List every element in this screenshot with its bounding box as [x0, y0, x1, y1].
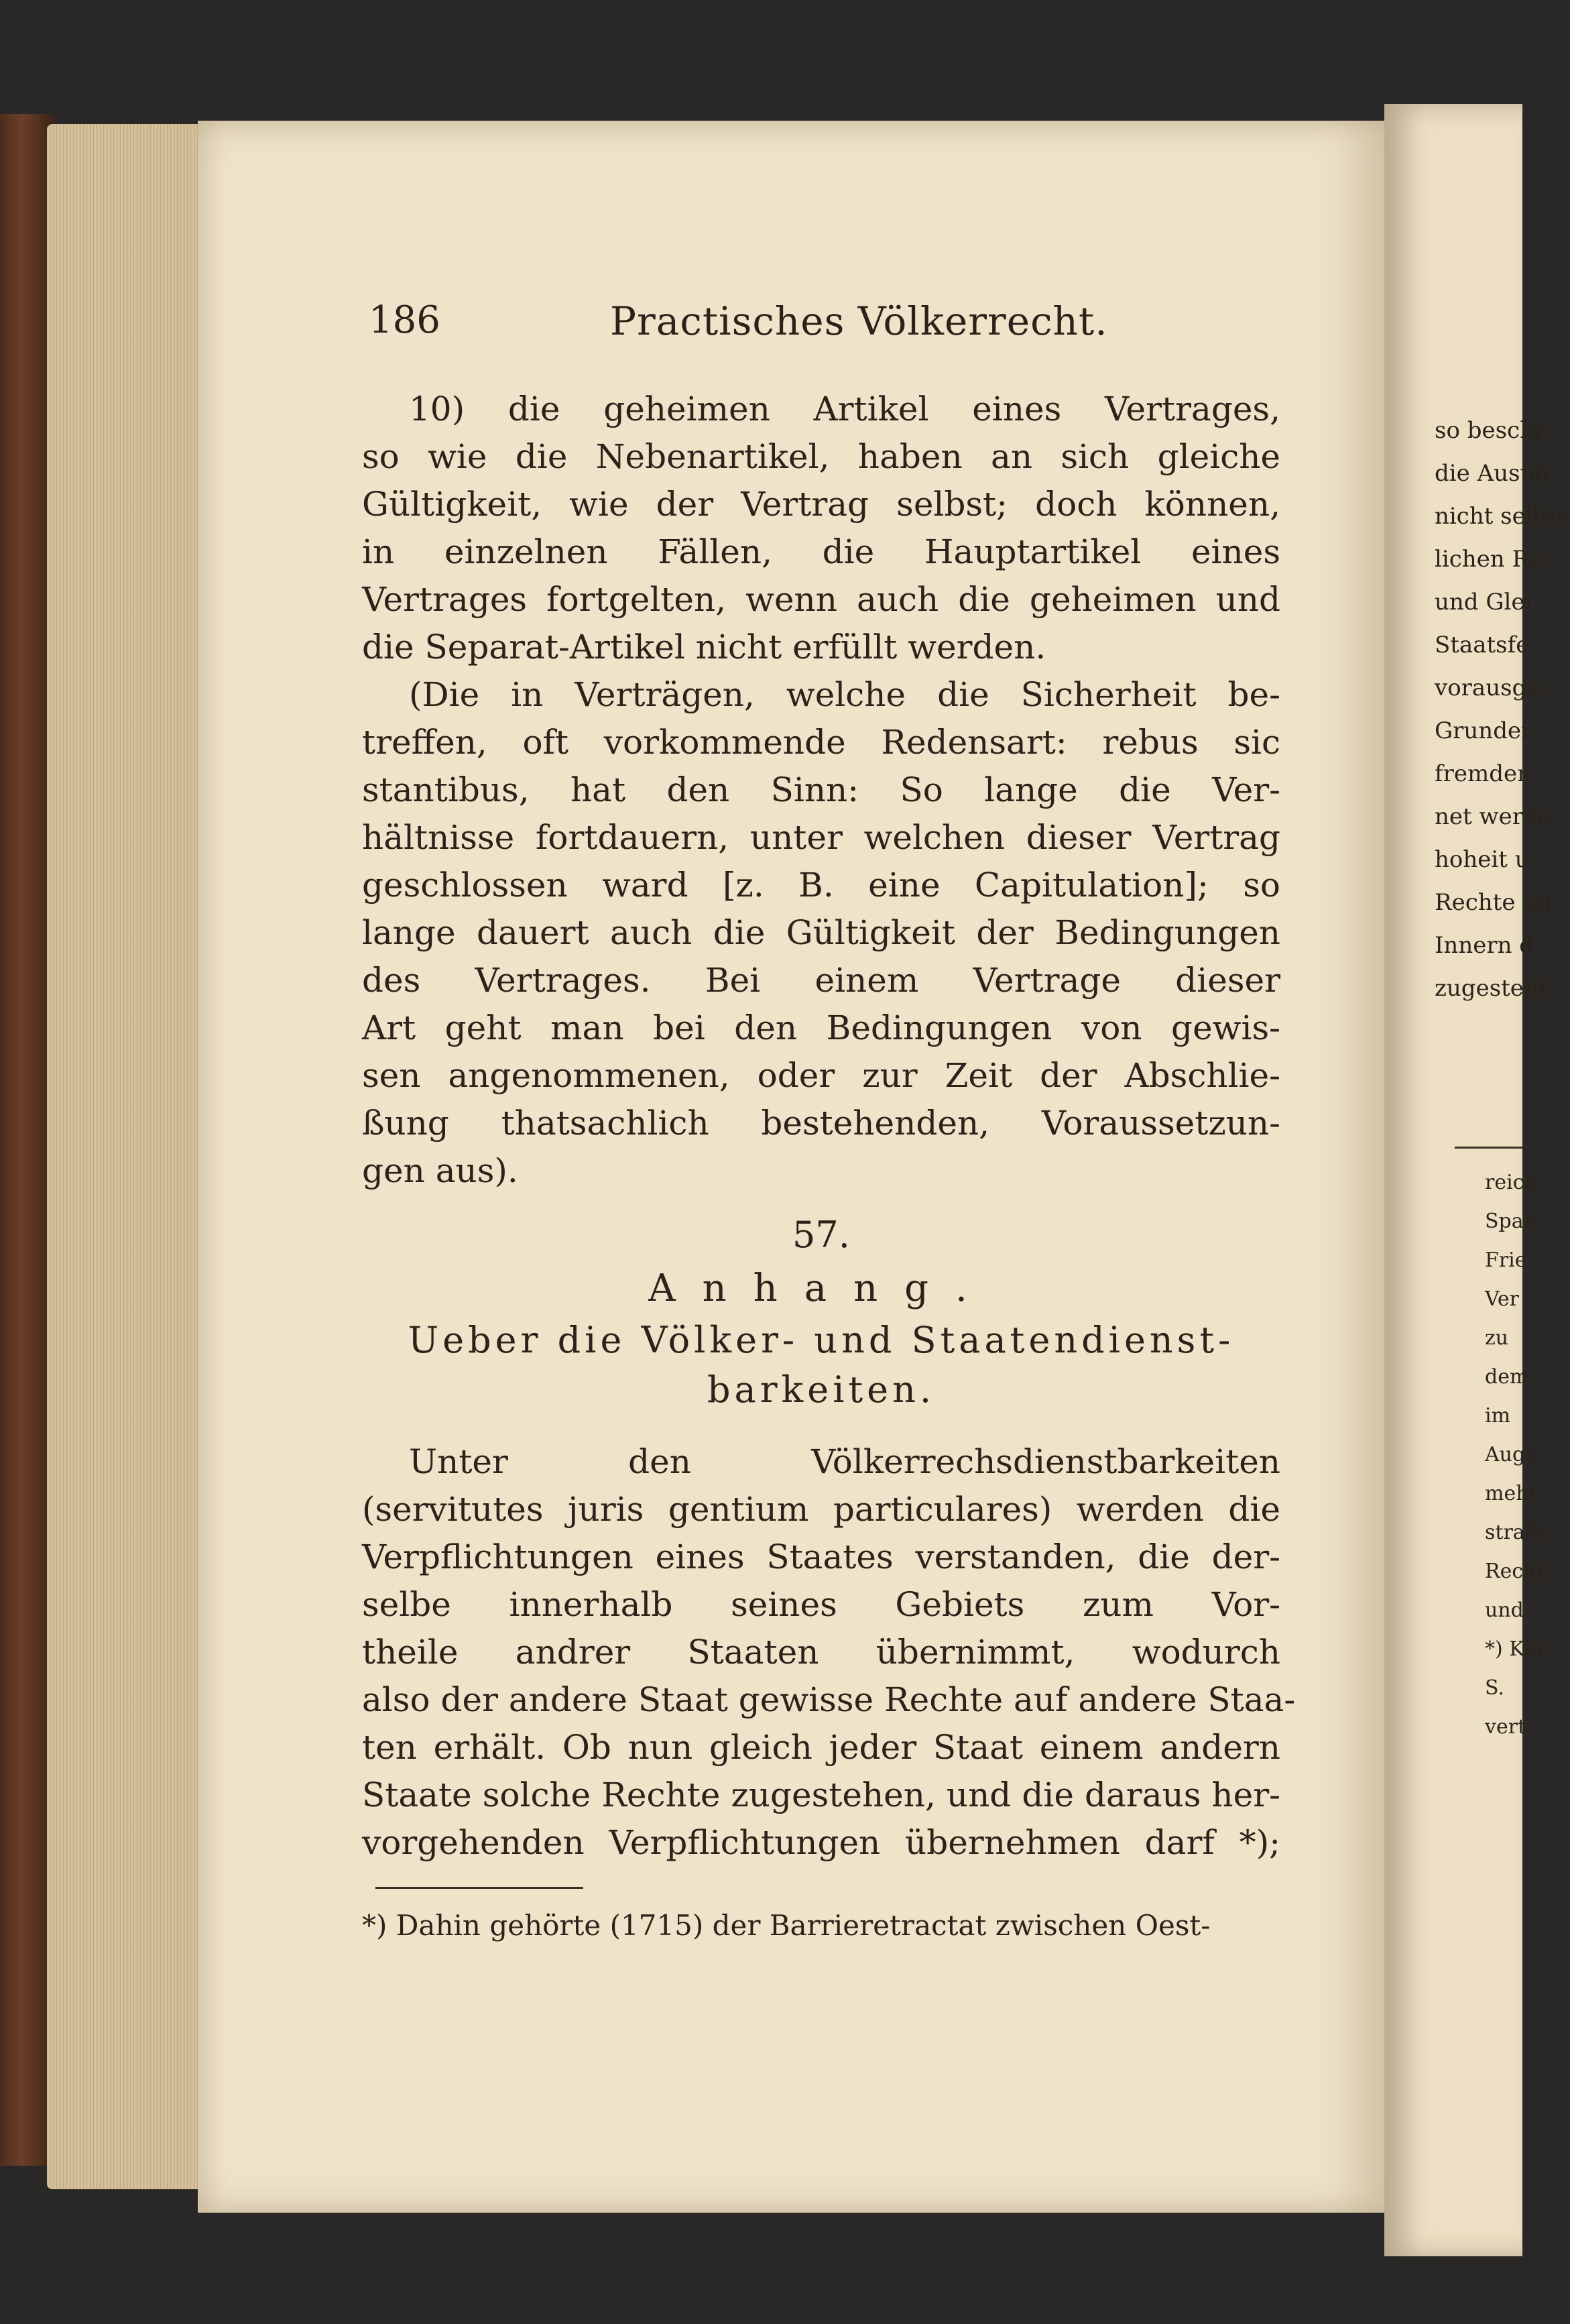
text-line: Vertrages fortgelten, wenn auch die geheimen und — [362, 580, 1280, 619]
next-page-fragment: so beschr — [1435, 417, 1546, 444]
next-page-fragment: Ver — [1485, 1287, 1520, 1311]
paragraph-1 — [362, 386, 1280, 671]
next-page-fragment: *) Klü — [1485, 1637, 1544, 1661]
footnote: *) Dahin gehörte (1715) der Barrieretractat zwischen Oest- — [362, 1909, 1211, 1942]
next-page-fragment: Grundei — [1435, 717, 1528, 744]
next-page-fragment: zugesteht — [1435, 975, 1548, 1002]
next-page-footnote-rule — [1455, 1147, 1522, 1149]
section-subheading-line-2: barkeiten. — [707, 1369, 936, 1411]
text-line: stantibus, hat den Sinn: So lange die Ver- — [362, 770, 1280, 809]
section-number: 57. — [792, 1214, 850, 1256]
next-page-fragment: vorausge — [1435, 675, 1541, 701]
text-line: treffen, oft vorkommende Redensart: rebus sic — [362, 723, 1280, 762]
page-number: 186 — [369, 298, 440, 342]
text-line: Staate solche Rechte zugestehen, und die daraus her- — [362, 1776, 1280, 1814]
text-line: des Vertrages. Bei einem Vertrage dieser — [362, 961, 1280, 1000]
text-line: die Separat-Artikel nicht erfüllt werden. — [362, 628, 1046, 666]
next-page-upper-column — [1435, 409, 1570, 1010]
section-heading: Anhang. — [648, 1267, 994, 1310]
text-line: Art geht man bei den Bedingungen von gewis- — [362, 1008, 1280, 1047]
next-page-fragment: und Glei — [1435, 589, 1532, 616]
text-line: gen aus). — [362, 1151, 518, 1190]
next-page-fragment: fremden — [1435, 760, 1532, 787]
next-page-fragment: mehr — [1485, 1482, 1538, 1505]
page-edges — [47, 124, 201, 2189]
text-line: sen angenommenen, oder zur Zeit der Abschlie- — [362, 1056, 1280, 1095]
text-line: 10) die geheimen Artikel eines Vertrages, — [409, 390, 1280, 428]
next-page-fragment: die Ausüb — [1435, 460, 1550, 487]
next-page-fragment: Frie — [1485, 1248, 1527, 1272]
text-line: hältnisse fortdauern, unter welchen dieser Vertrag — [362, 818, 1280, 857]
paragraph-3 — [362, 1438, 1296, 1867]
next-page-fragment: straße — [1485, 1521, 1551, 1544]
next-page-fragment: nicht selten — [1435, 503, 1570, 530]
text-line: in einzelnen Fällen, die Hauptartikel eines — [362, 532, 1280, 571]
text-line: geschlossen ward [z. B. eine Capitulation]; so — [362, 866, 1280, 905]
next-page-fragment: Rechte un — [1435, 889, 1553, 916]
next-page-fragment: und — [1485, 1599, 1524, 1622]
next-page-fragment: S. — [1485, 1676, 1505, 1700]
next-page-fragment: reich — [1485, 1171, 1537, 1194]
text-line: so wie die Nebenartikel, haben an sich gleiche — [362, 437, 1280, 476]
next-page-fragment: Recht — [1485, 1560, 1545, 1583]
next-page-fragment: Span — [1485, 1210, 1536, 1233]
text-line: selbe innerhalb seines Gebiets zum Vor- — [362, 1585, 1280, 1624]
paragraph-2 — [362, 671, 1280, 1195]
marbled-cover — [0, 114, 54, 2166]
next-page-fragment: zu — [1485, 1326, 1509, 1350]
text-line: ßung thatsachlich bestehenden, Voraussetzun- — [362, 1104, 1280, 1143]
next-page-fragment: lichen Re — [1435, 546, 1543, 573]
text-line: Unter den Völkerrechsdienstbarkeiten — [409, 1442, 1280, 1481]
next-page-fragment: hoheit u — [1435, 846, 1530, 873]
text-line: Verpflichtungen eines Staates verstanden, die der- — [362, 1537, 1280, 1576]
text-line: Gültigkeit, wie der Vertrag selbst; doch können, — [362, 485, 1280, 524]
next-page-fragment: Innern d — [1435, 932, 1534, 959]
text-line: vorgehenden Verpflichtungen übernehmen darf *); — [362, 1823, 1280, 1862]
next-page-fragment: im — [1485, 1404, 1511, 1428]
next-page-fragment: vert — [1485, 1715, 1526, 1739]
section-subheading-line-1: Ueber die Völker- und Staatendienst- — [408, 1319, 1235, 1361]
page-content — [362, 298, 1296, 1949]
next-page-fragment: dem — [1485, 1365, 1529, 1389]
text-line: theile andrer Staaten übernimmt, wodurch — [362, 1633, 1280, 1672]
next-page-fragment: net werde — [1435, 803, 1551, 830]
text-line: (Die in Verträgen, welche die Sicherheit be- — [409, 675, 1280, 714]
text-line: ten erhält. Ob nun gleich jeder Staat einem andern — [362, 1728, 1280, 1767]
next-page-fragment: Staatsfe — [1435, 632, 1530, 658]
next-page-lower-column — [1485, 1163, 1550, 1747]
footnote-rule — [375, 1887, 583, 1889]
next-page-fragment: Augs — [1485, 1443, 1536, 1466]
page-header — [362, 298, 1280, 352]
text-line: also der andere Staat gewisse Rechte auf andere Staa- — [362, 1680, 1296, 1719]
text-line: lange dauert auch die Gültigkeit der Bedingungen — [362, 913, 1280, 952]
running-title: Practisches Völkerrecht. — [610, 298, 1108, 344]
text-line: (servitutes juris gentium particulares) werden die — [362, 1490, 1280, 1529]
